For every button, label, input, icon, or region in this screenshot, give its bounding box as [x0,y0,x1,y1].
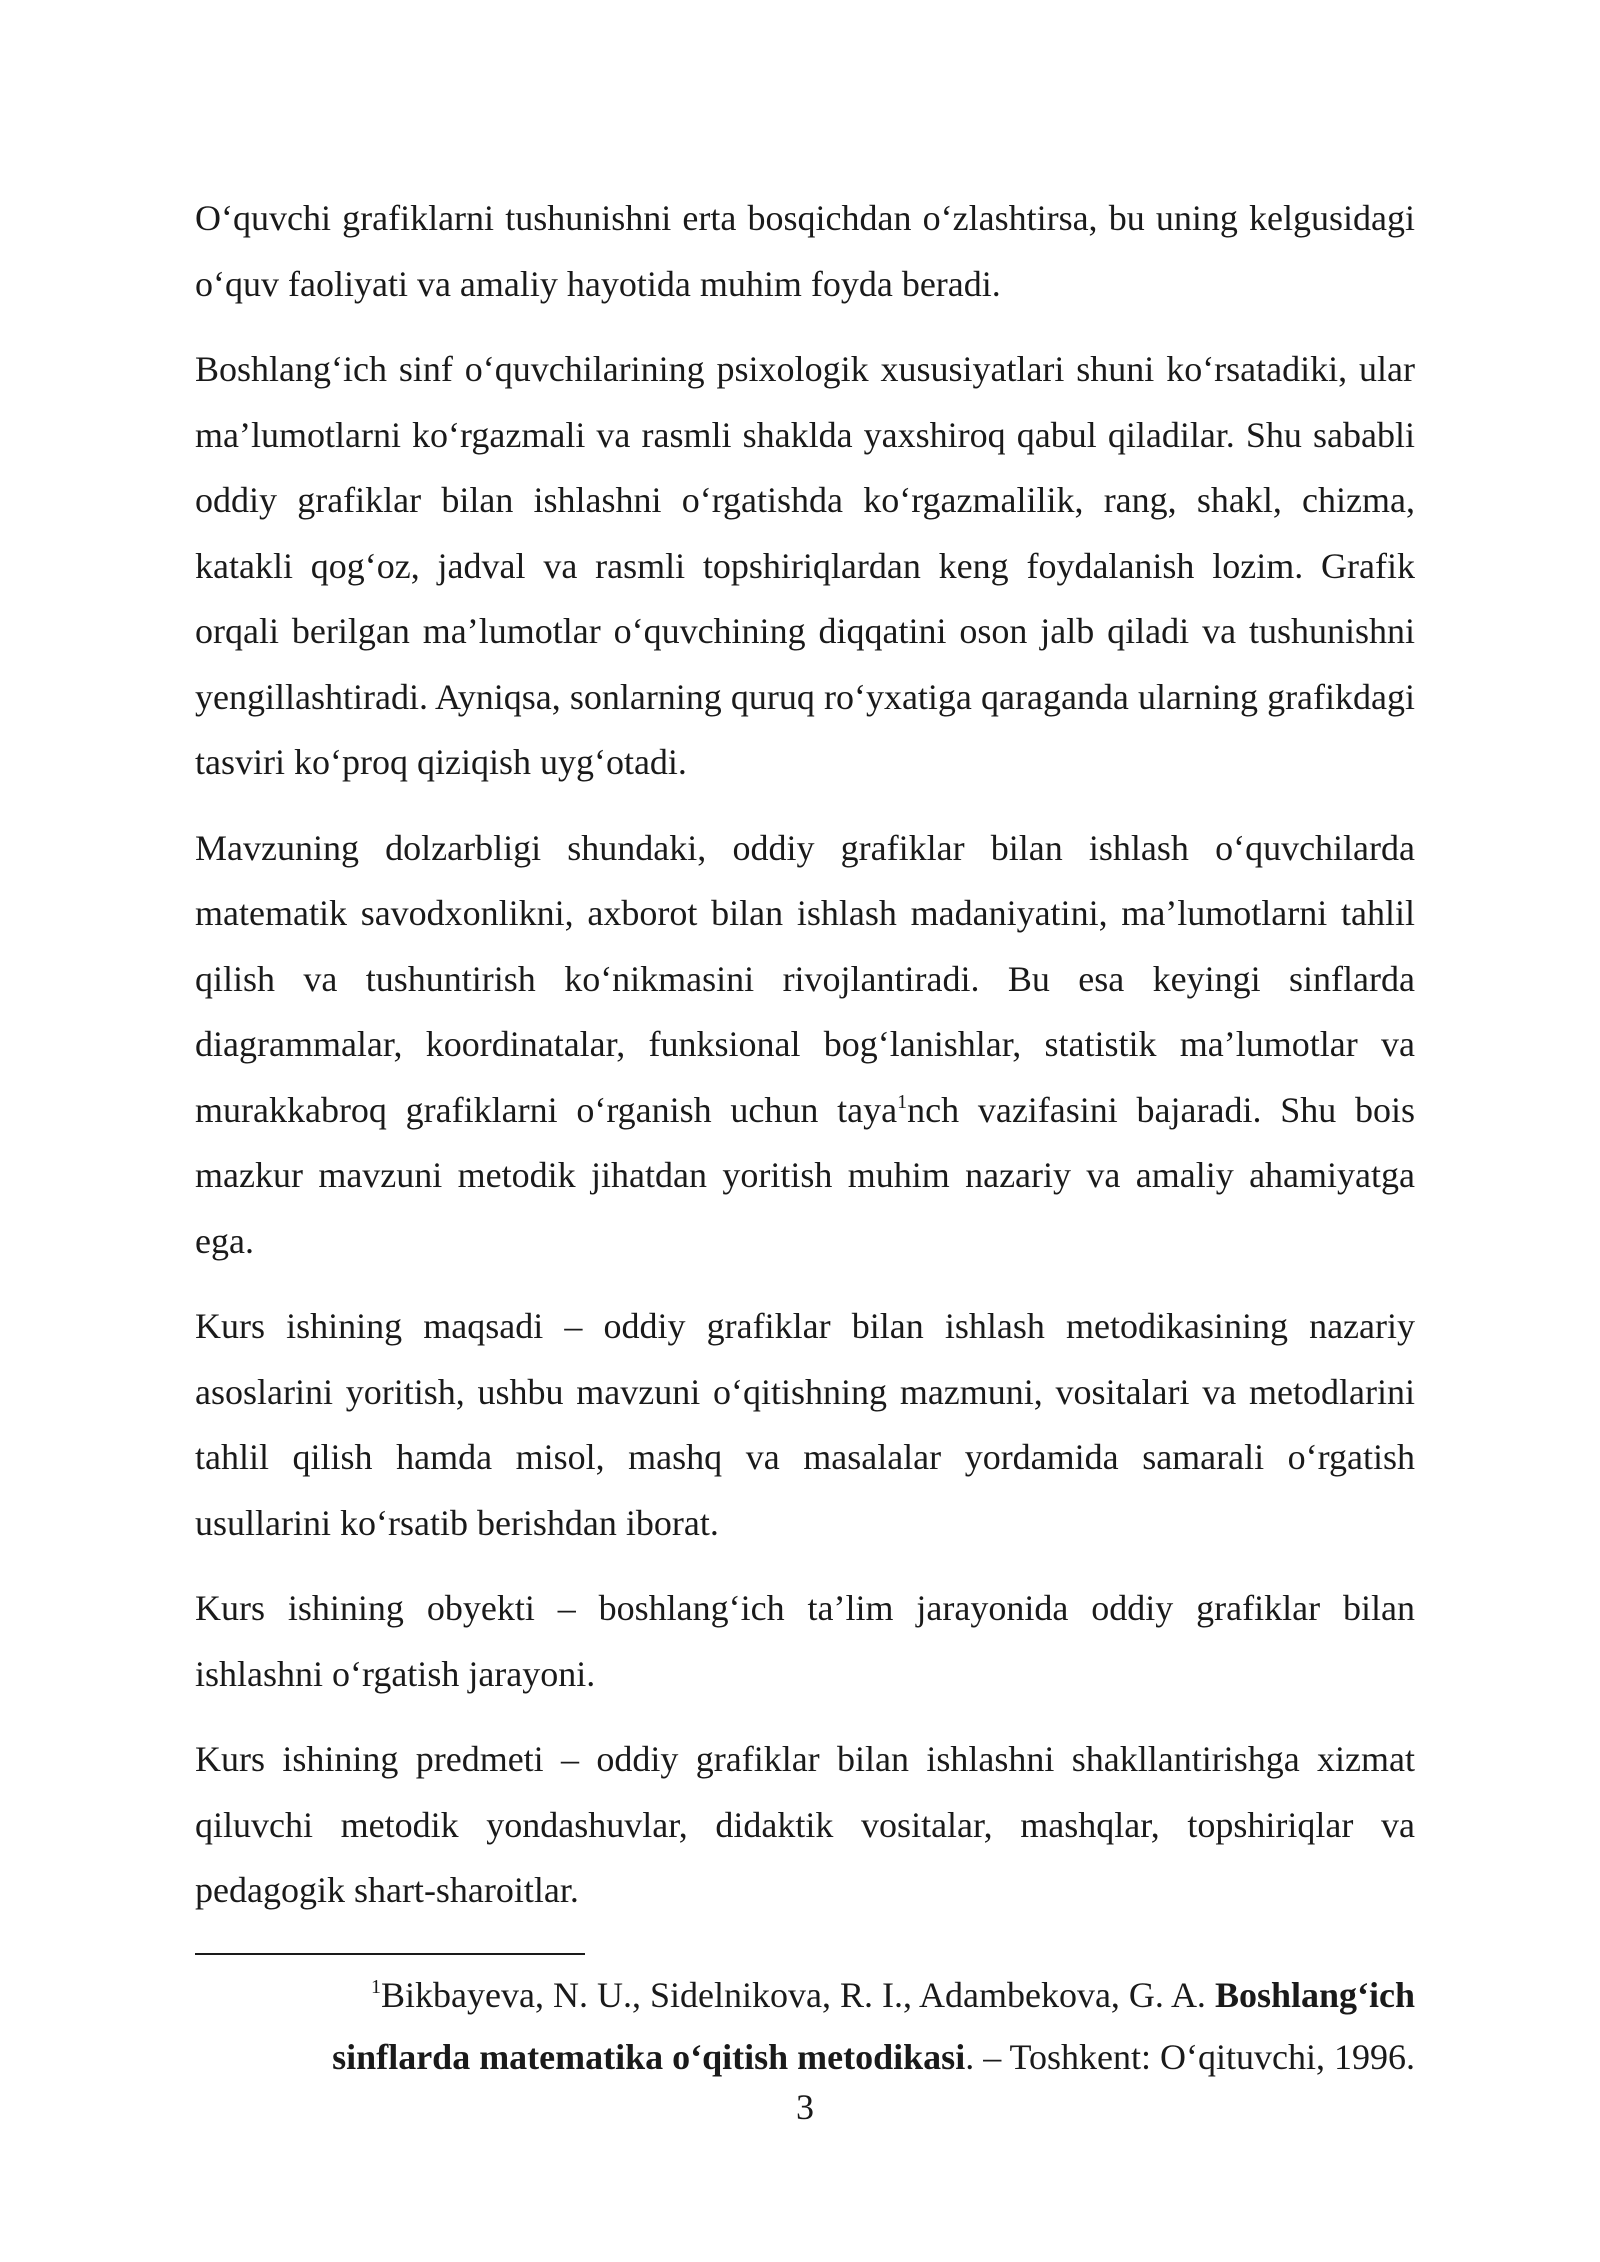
relevance-text-after: nch vazifasini bajaradi. Shu bois mazkur mavzuni metodik jihatdan yoritish muhim nazariy va amaliy ahamiyatga ega. [195,1089,1415,1261]
footnote-publisher: . – Toshkent: O‘qituvchi, 1996. [965,2037,1415,2077]
footnote-title-part2: sinflarda matematika o‘qitish metodikasi [332,2037,966,2077]
document-body [195,186,1415,1944]
paragraph-psychology: Boshlang‘ich sinf o‘quvchilarining psixologik xususiyatlari shuni ko‘rsatadiki, ular ma’lumotlarni ko‘rgazmali va rasmli shaklda yaxshiroq qabul qiladilar. Shu sababli oddiy grafiklar bilan ishlashni o‘rgatishda ko‘rgazmalilik, rang, shakl, chizma, katakli qog‘oz, jadval va rasmli topshiriqlardan keng foydalanish lozim. Grafik orqali berilgan ma’lumotlar o‘quvchining diqqatini oson jalb qiladi va tushunishni yengillashtiradi. Ayniqsa, sonlarning quruq ro‘yxatiga qaraganda ularning grafikdagi tasviri ko‘proq qiziqish uyg‘otadi. [195,349,1415,782]
paragraph-relevance [195,816,1415,1275]
relevance-text-before: Mavzuning dolzarbligi shundaki, oddiy grafiklar bilan ishlash o‘quvchilarda matematik savodxonlikni, axborot bilan ishlash madaniyatini, ma’lumotlarni tahlil qilish va tushuntirish ko‘nikmasini rivojlantiradi. Bu esa keyingi sinflarda diagrammalar, koordinatalar, funksional bog‘lanishlar, statistik ma’lumotlar va murakkabroq grafiklarni o‘rganish uchun taya [195,827,1415,1130]
paragraph-object: Kurs ishining obyekti – boshlang‘ich ta’lim jarayonida oddiy grafiklar bilan ishlashni o‘rgatish jarayoni. [195,1588,1415,1694]
footnote: 1Bikbayeva, N. U., Sidelnikova, R. I., Adambekova, G. A. Boshlang‘ich sinflarda matematika o‘qitish metodikasi. – Toshkent: O‘qituvchi, 1996. [332,1975,1415,2077]
footnote-authors: Bikbayeva, N. U., Sidelnikova, R. I., Adambekova, G. A. [381,1975,1206,2015]
paragraph-goal: Kurs ishining maqsadi – oddiy grafiklar bilan ishlash metodikasining nazariy asoslarini yoritish, ushbu mavzuni o‘qitishning mazmuni, vositalari va metodlarini tahlil qilish hamda misol, mashq va masalalar yordamida samarali o‘rgatish usullarini ko‘rsatib berishdan iborat. [195,1306,1415,1543]
footnote-separator [195,1953,585,1955]
page-number: 3 [796,2087,814,2127]
footnote-title-part1: Boshlang‘ich [1214,1975,1415,2015]
paragraph-subject: Kurs ishining predmeti – oddiy grafiklar bilan ishlashni shakllantirishga xizmat qiluvchi metodik yondashuvlar, didaktik vositalar, mashqlar, topshiriqlar va pedagogik shart-sharoitlar. [195,1739,1415,1910]
paragraph-intro: O‘quvchi grafiklarni tushunishni erta bosqichdan o‘zlashtirsa, bu uning kelgusidagi o‘quv faoliyati va amaliy hayotida muhim foyda beradi. [195,198,1415,304]
footnote-reference[interactable]: 1 [897,1090,908,1113]
